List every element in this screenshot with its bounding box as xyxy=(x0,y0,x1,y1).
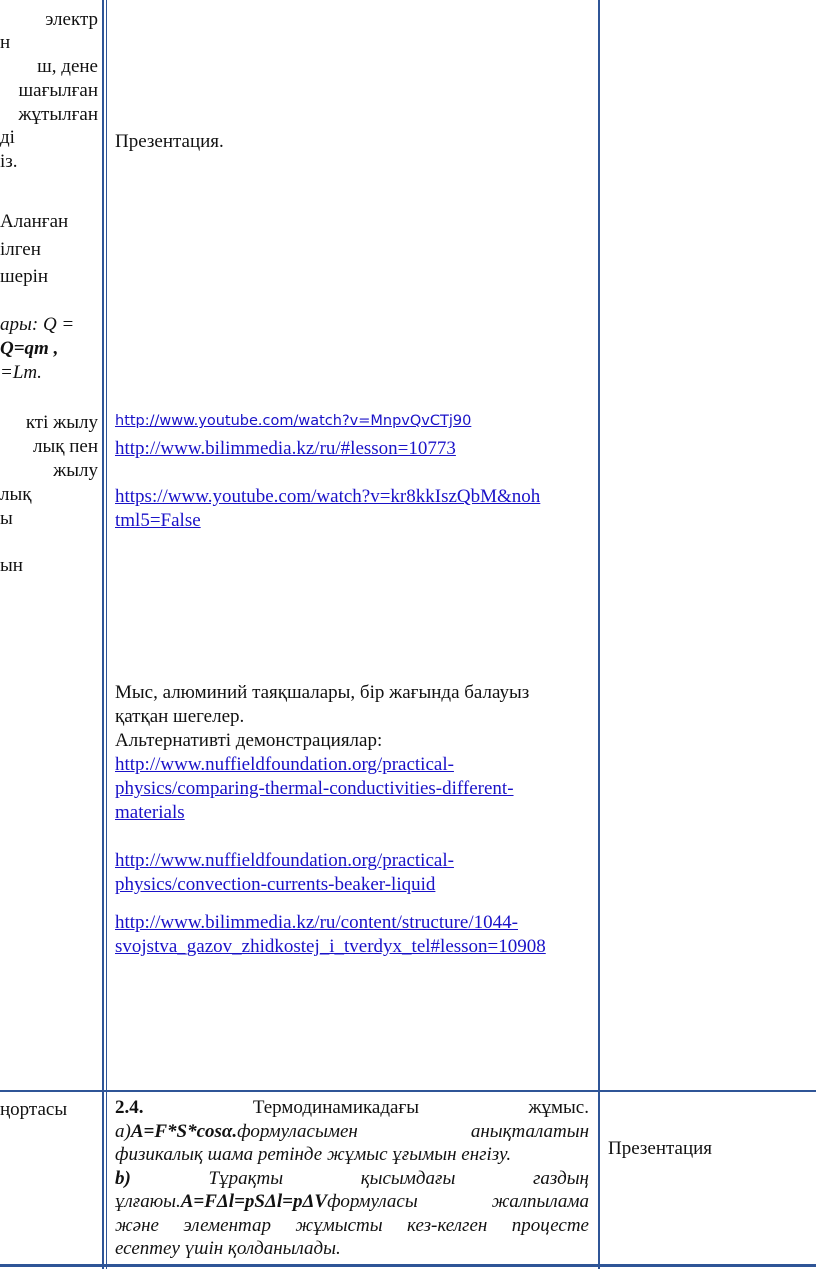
left-fragment: жұтылған xyxy=(18,104,98,125)
section-heading xyxy=(115,1096,589,1120)
section-number: 2.4. xyxy=(115,1097,144,1118)
left-fragment: лық пен xyxy=(33,436,98,457)
nuffield-link-1-line1[interactable]: http://www.nuffieldfoundation.org/practical- xyxy=(115,754,454,775)
section-2-4 xyxy=(115,1096,589,1261)
item-b-line2 xyxy=(115,1190,589,1214)
left-fragment: Аланған xyxy=(0,211,69,232)
left-fragment: ары: Q = xyxy=(0,314,75,335)
item-a-prefix: a) xyxy=(115,1120,131,1142)
left-fragment: ын xyxy=(0,555,23,576)
left-fragment: н xyxy=(0,32,11,53)
left-fragment: шағылған xyxy=(18,80,98,101)
border-row-bottom xyxy=(0,1264,816,1267)
item-a-line2: физикалық шама ретінде жұмыс ұғымын енгізу. xyxy=(115,1144,512,1165)
nuffield-link-1-line3[interactable]: materials xyxy=(115,802,185,823)
border-row-middle xyxy=(0,1090,816,1092)
nuffield-link-2-line2[interactable]: physics/convection-currents-beaker-liquid xyxy=(115,874,436,895)
materials-text-line2: қатқан шегелер. xyxy=(115,706,245,727)
section-title: Термодинамикадағы жұмыс. xyxy=(143,1097,589,1118)
youtube-link-2-line2[interactable]: tml5=False xyxy=(115,510,201,531)
materials-text-line1: Мыс, алюминий таяқшалары, бір жағында балауыз xyxy=(115,682,530,703)
presentation-label: Презентация. xyxy=(115,131,224,152)
bilimmedia-link-1[interactable]: http://www.bilimmedia.kz/ru/#lesson=10773 xyxy=(115,438,456,459)
youtube-link-1[interactable]: http://www.youtube.com/watch?v=MnpvQvCTj90 xyxy=(115,413,472,429)
left-fragment: ілген xyxy=(0,239,41,260)
border-col-right xyxy=(598,0,600,1269)
left-fragment: Q=qm , xyxy=(0,338,59,359)
left-fragment: =Lm. xyxy=(0,362,42,383)
item-b-prefix: b) xyxy=(115,1167,131,1189)
item-b-line3: және элементар жұмысты кез-келген процесте xyxy=(115,1214,589,1236)
bilimmedia-link-2-line2[interactable]: svojstva_gazov_zhidkostej_i_tverdyx_tel#lesson=10908 xyxy=(115,936,546,957)
bottom-left-fragment: ңортасы xyxy=(0,1099,68,1120)
border-col-left-b xyxy=(106,0,107,1269)
bilimmedia-link-2-line1[interactable]: http://www.bilimmedia.kz/ru/content/structure/1044- xyxy=(115,912,518,933)
youtube-link-2-line1[interactable]: https://www.youtube.com/watch?v=kr8kkIszQbM&noh xyxy=(115,486,541,507)
left-fragment: электр xyxy=(45,9,98,30)
item-a-formula: A=F*S*cosα. xyxy=(130,1120,238,1142)
item-b-text: формуласы жалпылама xyxy=(327,1191,589,1212)
item-b-line1 xyxy=(115,1167,589,1191)
left-fragment: ы xyxy=(0,508,13,529)
left-fragment: жылу xyxy=(53,460,98,481)
nuffield-link-1-line2[interactable]: physics/comparing-thermal-conductivities-different- xyxy=(115,778,514,799)
item-b-text: ұлғаюы. xyxy=(115,1191,181,1212)
left-fragment: лық xyxy=(0,484,32,505)
left-fragment: ш, дене xyxy=(37,56,98,77)
item-b-text: Тұрақты қысымдағы газдың xyxy=(208,1167,589,1189)
alternative-demos-label: Альтернативті демонстрациялар: xyxy=(115,730,383,751)
border-col-left-a xyxy=(102,0,104,1269)
bottom-presentation-label: Презентация xyxy=(608,1138,713,1159)
item-b-formula: A=FΔl=pSΔl=pΔV xyxy=(180,1191,328,1212)
left-fragment: кті жылу xyxy=(25,412,98,433)
left-fragment: шерін xyxy=(0,266,49,287)
item-a-text: формуласымен анықталатын xyxy=(237,1120,589,1142)
left-fragment: із. xyxy=(0,151,18,172)
nuffield-link-2-line1[interactable]: http://www.nuffieldfoundation.org/practical- xyxy=(115,850,454,871)
left-fragment: ді xyxy=(0,127,15,148)
item-b-line4: есептеу үшін қолданылады. xyxy=(115,1238,341,1259)
item-a-line1 xyxy=(115,1120,589,1144)
